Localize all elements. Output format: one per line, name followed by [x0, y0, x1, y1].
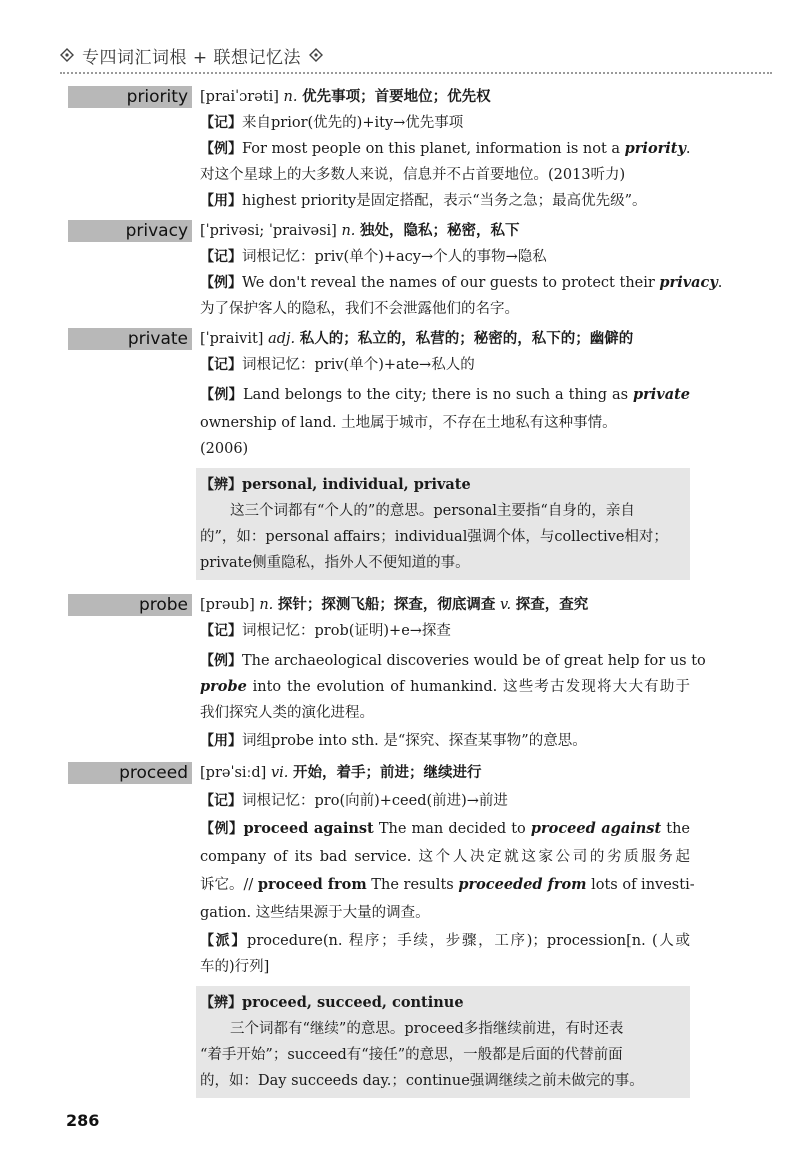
- definition-line: [praiˈɔrəti] n. 优先事项；首要地位；优先权: [200, 89, 491, 105]
- memory-line: 【记】词根记忆：pro(向前)+ceed(前进)→前进: [200, 793, 508, 809]
- distinction-text: 三个词都有“继续”的意思。proceed多指继续前进，有时还表: [230, 1021, 624, 1037]
- header-title: 专四词汇词根 + 联想记忆法: [82, 47, 302, 68]
- definition-line: [ˈprivəsi; ˈpraivəsi] n. 独处，隐私；秘密，私下: [200, 223, 520, 239]
- memory-line: 【记】词根记忆：prob(证明)+e→探查: [200, 623, 451, 639]
- distinction-text: 的，如：Day succeeds day.；continue强调继续之前未做完的事。: [200, 1073, 644, 1089]
- headword-band: [68, 86, 192, 108]
- usage-line: 【用】highest priority是固定搭配，表示“当务之急；最高优先级”。: [200, 193, 647, 209]
- definition-line: [prəˈsiːd] vi. 开始，着手；前进；继续进行: [200, 765, 482, 781]
- example-continuation: probe into the evolution of humankind. 这些考古发现将大大有助于: [200, 678, 690, 695]
- definition-line: [prəub] n. 探针；探测飞船；探查，彻底调查 v. 探查，查究: [200, 597, 589, 613]
- example-translation: gation. 这些结果源于大量的调查。: [200, 905, 430, 921]
- distinction-box: [196, 986, 690, 1098]
- headword-band: [68, 328, 192, 350]
- example-line: 【例】The archaeological discoveries would be of great help for us to: [200, 653, 706, 669]
- headword-band: [68, 594, 192, 616]
- diamond-ornament-icon: [309, 48, 323, 62]
- running-header: [60, 40, 780, 70]
- definition-line: [ˈpraivit] adj. 私人的；私立的，私营的；秘密的，私下的；幽僻的: [200, 331, 634, 347]
- headword: privacy: [125, 221, 188, 241]
- distinction-text: 这三个词都有“个人的”的意思。personal主要指“自身的，亲自: [230, 503, 635, 519]
- example-line: 【例】For most people on this planet, information is not a priority.: [200, 140, 691, 157]
- distinction-box: [196, 468, 690, 580]
- example-translation: 我们探究人类的演化进程。: [200, 705, 374, 721]
- headword: priority: [126, 87, 188, 107]
- memory-line: 【记】词根记忆：priv(单个)+acy→个人的事物→隐私: [200, 249, 547, 265]
- headword: private: [127, 329, 188, 349]
- headword: probe: [138, 595, 188, 615]
- memory-line: 【记】来自prior(优先的)+ity→优先事项: [200, 115, 464, 131]
- distinction-text: 的”，如：personal affairs；individual强调个体，与collective相对；: [200, 529, 668, 545]
- example-translation: 为了保护客人的隐私，我们不会泄露他们的名字。: [200, 301, 519, 317]
- distinction-text: “着手开始”；succeed有“接任”的意思，一般都是后面的代替前面: [200, 1047, 623, 1063]
- example-translation: 对这个星球上的大多数人来说，信息并不占首要地位。(2013听力): [200, 167, 626, 183]
- example-continuation: company of its bad service. 这个人决定就这家公司的劣质服务起: [200, 849, 690, 865]
- example-source: (2006): [200, 441, 249, 457]
- example-continuation: 诉它。// proceed from The results proceeded from lots of investi-: [200, 876, 695, 893]
- usage-line: 【用】词组probe into sth. 是“探究、探查某事物”的意思。: [200, 733, 587, 749]
- example-line: 【例】proceed against The man decided to proceed against the: [200, 820, 690, 837]
- distinction-title: 【辨】proceed, succeed, continue: [200, 994, 464, 1011]
- header-divider: [60, 72, 772, 74]
- distinction-title: 【辨】personal, individual, private: [200, 476, 471, 493]
- distinction-text: private侧重隐私，指外人不便知道的事。: [200, 555, 470, 571]
- example-continuation: ownership of land. 土地属于城市，不存在土地私有这种事情。: [200, 415, 617, 431]
- derivation-line: 【派】procedure(n. 程序；手续，步骤，工序)；procession[n. (人或: [200, 933, 690, 949]
- headword-band: [68, 220, 192, 242]
- headword-band: [68, 762, 192, 784]
- derivation-continuation: 车的)行列]: [200, 959, 270, 975]
- diamond-ornament-icon: [60, 48, 74, 62]
- example-line: 【例】We don't reveal the names of our guests to protect their privacy.: [200, 274, 723, 291]
- headword: proceed: [119, 763, 188, 783]
- memory-line: 【记】词根记忆：priv(单个)+ate→私人的: [200, 357, 475, 373]
- example-line: 【例】Land belongs to the city; there is no such a thing as private: [200, 386, 691, 403]
- page-number: 286: [66, 1111, 100, 1130]
